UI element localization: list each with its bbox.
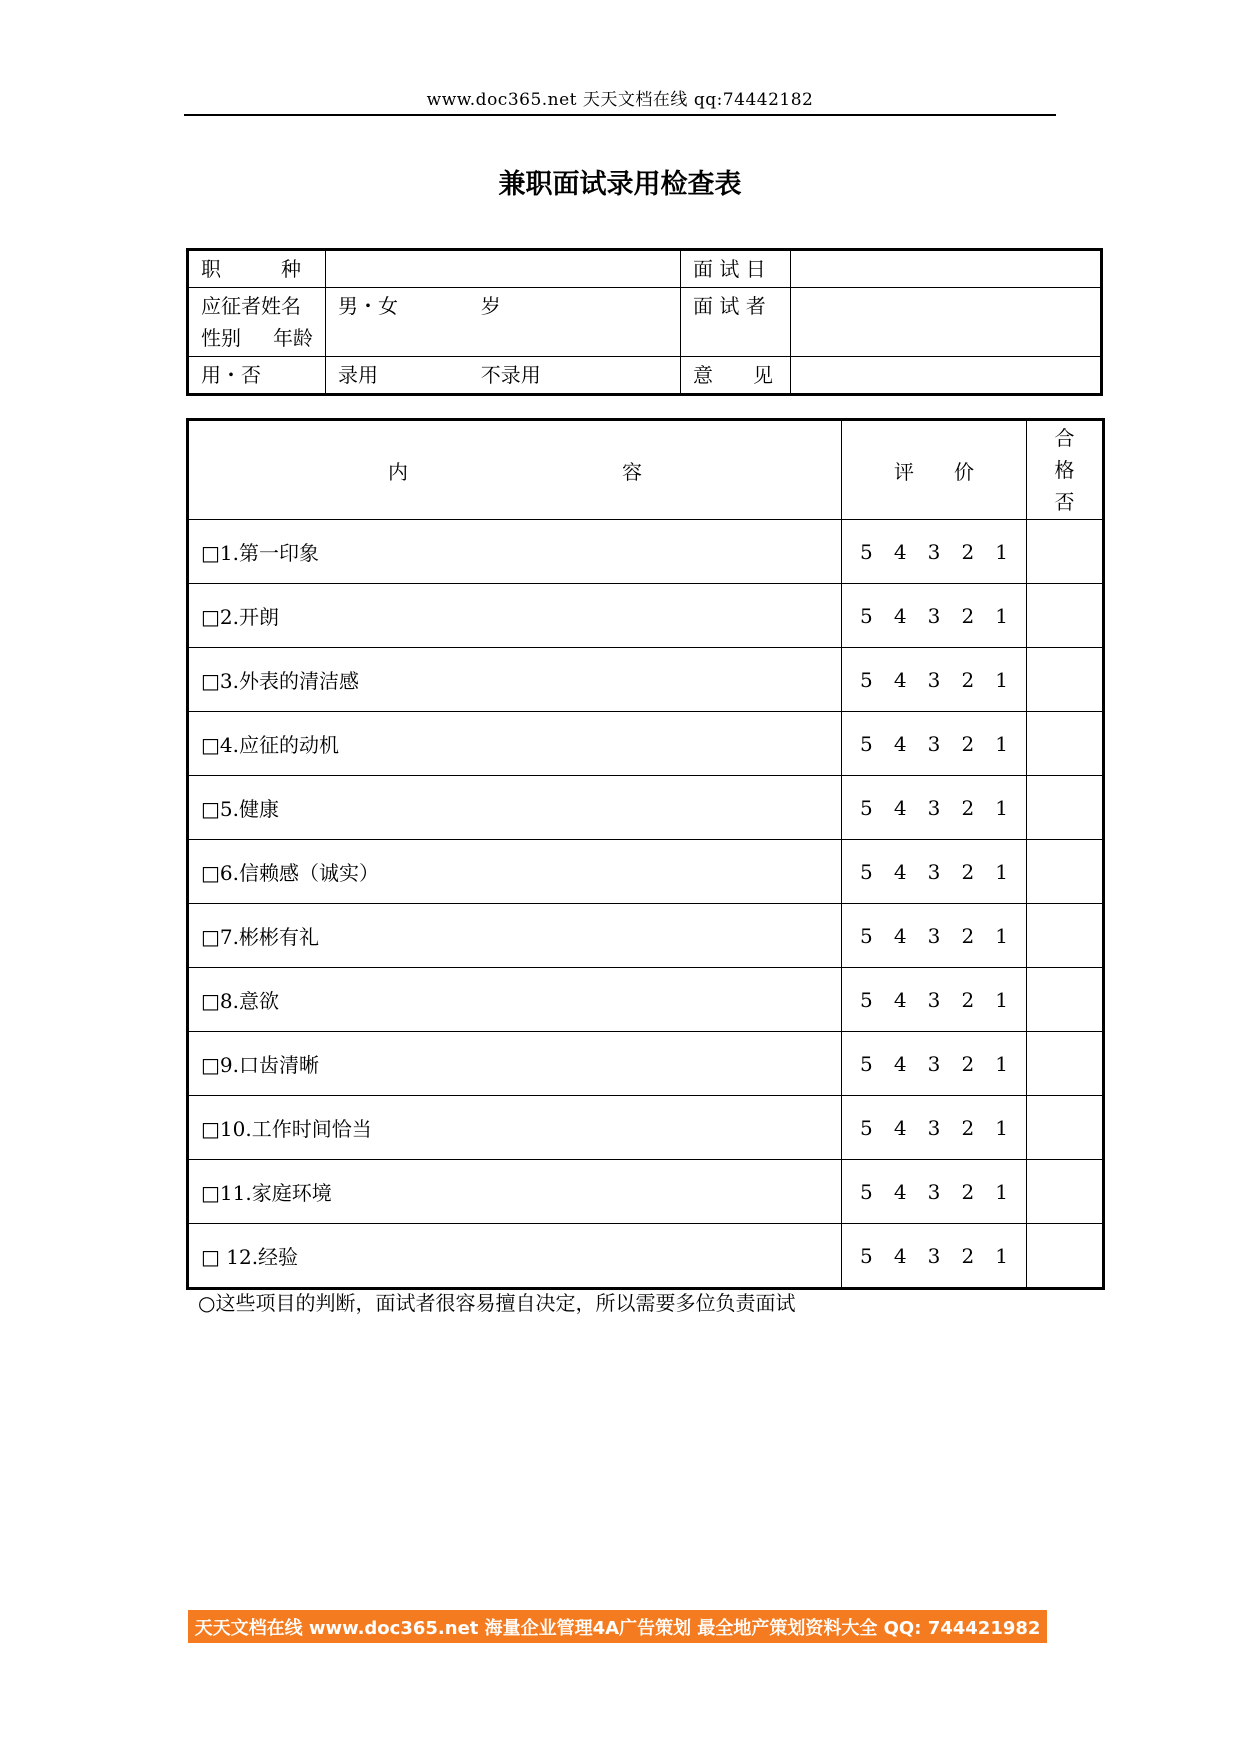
score-option[interactable]: 1 — [995, 923, 1008, 948]
no-hire-option: 不录用 — [480, 363, 541, 387]
evaluation-row — [188, 1096, 1104, 1160]
score-option[interactable]: 4 — [893, 731, 907, 756]
item-label[interactable]: □3.外表的清洁感 — [188, 648, 842, 712]
score-option[interactable]: 3 — [927, 539, 941, 564]
score-option[interactable]: 4 — [893, 923, 907, 948]
score-option[interactable]: 3 — [927, 731, 941, 756]
item-label[interactable]: □5.健康 — [188, 776, 842, 840]
pass-cell[interactable] — [1027, 648, 1104, 712]
score-option[interactable]: 3 — [927, 1115, 941, 1140]
score-option[interactable]: 2 — [961, 731, 975, 756]
score-option[interactable]: 1 — [995, 1179, 1008, 1204]
score-options — [842, 648, 1027, 712]
score-scale — [854, 924, 1014, 948]
pass-cell[interactable] — [1027, 776, 1104, 840]
pass-cell[interactable] — [1027, 584, 1104, 648]
age-unit: 岁 — [480, 294, 501, 318]
job-type-value — [326, 250, 681, 288]
eval-header-a: 评 — [894, 459, 914, 484]
item-label[interactable]: □2.开朗 — [188, 584, 842, 648]
evaluation-row — [188, 776, 1104, 840]
score-options — [842, 1096, 1027, 1160]
score-option[interactable]: 5 — [860, 1051, 873, 1076]
score-option[interactable]: 5 — [860, 603, 873, 628]
score-option[interactable]: 2 — [961, 603, 975, 628]
pass-cell[interactable] — [1027, 1096, 1104, 1160]
evaluation-row — [188, 584, 1104, 648]
score-scale — [854, 732, 1014, 756]
content-header — [188, 420, 842, 520]
score-option[interactable]: 2 — [961, 795, 975, 820]
job-type-label: 职 种 — [188, 250, 326, 288]
score-options — [842, 1032, 1027, 1096]
score-scale — [854, 796, 1014, 820]
pass-header-2: 格 — [1054, 458, 1075, 482]
evaluation-row — [188, 840, 1104, 904]
score-options — [842, 712, 1027, 776]
score-option[interactable]: 5 — [860, 923, 873, 948]
pass-cell[interactable] — [1027, 904, 1104, 968]
item-label[interactable]: □1.第一印象 — [188, 520, 842, 584]
score-option[interactable]: 2 — [961, 667, 975, 692]
score-option[interactable]: 3 — [927, 987, 941, 1012]
score-option[interactable]: 5 — [860, 1115, 873, 1140]
content-header-b: 容 — [622, 459, 642, 484]
footnote: ○这些项目的判断，面试者很容易擅自决定，所以需要多位负责面试 — [198, 1291, 796, 1315]
score-option[interactable]: 2 — [961, 859, 975, 884]
pass-cell[interactable] — [1027, 1160, 1104, 1224]
item-label[interactable]: □6.信赖感（诚实） — [188, 840, 842, 904]
item-label[interactable]: □9.口齿清晰 — [188, 1032, 842, 1096]
site-header: www.doc365.net 天天文档在线 qq:74442182 — [426, 90, 814, 110]
score-option[interactable]: 1 — [995, 987, 1008, 1012]
hire-option: 录用 — [338, 363, 378, 387]
score-options — [842, 840, 1027, 904]
score-option[interactable]: 1 — [995, 1051, 1008, 1076]
score-option[interactable]: 5 — [860, 731, 873, 756]
applicant-info-table — [186, 248, 1103, 396]
eval-header-b: 价 — [954, 459, 974, 484]
item-label[interactable]: □4.应征的动机 — [188, 712, 842, 776]
evaluation-row — [188, 904, 1104, 968]
evaluation-row — [188, 968, 1104, 1032]
score-option[interactable]: 4 — [893, 1243, 907, 1268]
score-option[interactable]: 2 — [961, 539, 975, 564]
score-scale — [854, 604, 1014, 628]
score-option[interactable]: 2 — [961, 987, 975, 1012]
content-header-a: 内 — [388, 459, 408, 484]
score-options — [842, 520, 1027, 584]
score-option[interactable]: 4 — [893, 795, 907, 820]
score-option[interactable]: 2 — [961, 1243, 975, 1268]
score-option[interactable]: 4 — [893, 859, 907, 884]
gender-label: 性别 — [201, 326, 241, 350]
score-option[interactable]: 1 — [995, 795, 1008, 820]
opinion-value — [791, 357, 1102, 395]
gender-age-labels — [201, 322, 313, 354]
score-option[interactable]: 4 — [893, 1051, 907, 1076]
score-scale — [854, 1052, 1014, 1076]
score-option[interactable]: 2 — [961, 1115, 975, 1140]
score-option[interactable]: 4 — [893, 539, 907, 564]
hire-decision-label: 用・否 — [188, 357, 326, 395]
evaluation-row — [188, 1160, 1104, 1224]
score-scale — [854, 1116, 1014, 1140]
score-option[interactable]: 4 — [893, 667, 907, 692]
applicant-value-cell — [326, 288, 681, 357]
score-option[interactable]: 3 — [927, 859, 941, 884]
score-option[interactable]: 4 — [893, 1179, 907, 1204]
score-option[interactable]: 1 — [995, 667, 1008, 692]
footer-banner[interactable]: 天天文档在线 www.doc365.net 海量企业管理4A广告策划 最全地产策划资料大全 QQ: 744421982 — [188, 1610, 1047, 1643]
score-options — [842, 968, 1027, 1032]
score-option[interactable]: 5 — [860, 1179, 873, 1204]
score-option[interactable]: 5 — [860, 1243, 873, 1268]
pass-cell[interactable] — [1027, 968, 1104, 1032]
score-scale — [854, 860, 1014, 884]
evaluation-row — [188, 712, 1104, 776]
score-option[interactable]: 3 — [927, 603, 941, 628]
score-options — [842, 584, 1027, 648]
score-option[interactable]: 4 — [893, 987, 907, 1012]
item-label[interactable]: □ 12.经验 — [188, 1224, 842, 1289]
score-option[interactable]: 3 — [927, 1243, 941, 1268]
score-options — [842, 904, 1027, 968]
gender-options: 男・女 — [338, 294, 398, 318]
score-scale — [854, 540, 1014, 564]
document-title: 兼职面试录用检查表 — [498, 169, 742, 200]
score-options — [842, 776, 1027, 840]
score-option[interactable]: 4 — [893, 603, 907, 628]
score-option[interactable]: 3 — [927, 795, 941, 820]
score-option[interactable]: 2 — [961, 1051, 975, 1076]
pass-header-3: 否 — [1054, 490, 1075, 514]
score-option[interactable]: 4 — [893, 1115, 907, 1140]
score-option[interactable]: 3 — [927, 1051, 941, 1076]
pass-cell[interactable] — [1027, 1224, 1104, 1289]
interviewer-label: 面 试 者 — [681, 288, 791, 357]
item-label[interactable]: □10.工作时间恰当 — [188, 1096, 842, 1160]
score-option[interactable]: 5 — [860, 667, 873, 692]
pass-cell[interactable] — [1027, 840, 1104, 904]
pass-cell[interactable] — [1027, 712, 1104, 776]
pass-header-1: 合 — [1054, 426, 1075, 450]
score-scale — [854, 668, 1014, 692]
opinion-label: 意 见 — [681, 357, 791, 395]
evaluation-table — [186, 418, 1105, 1290]
score-option[interactable]: 1 — [995, 731, 1008, 756]
item-label[interactable]: □11.家庭环境 — [188, 1160, 842, 1224]
item-label[interactable]: □8.意欲 — [188, 968, 842, 1032]
item-label[interactable]: □7.彬彬有礼 — [188, 904, 842, 968]
applicant-label-cell — [188, 288, 326, 357]
score-option[interactable]: 3 — [927, 1179, 941, 1204]
score-option[interactable]: 3 — [927, 667, 941, 692]
pass-cell[interactable] — [1027, 520, 1104, 584]
applicant-name-label: 应征者姓名 — [201, 294, 301, 318]
evaluation-row — [188, 520, 1104, 584]
interview-date-value — [791, 250, 1102, 288]
evaluation-header — [842, 420, 1027, 520]
score-option[interactable]: 5 — [860, 859, 873, 884]
score-option[interactable]: 5 — [860, 987, 873, 1012]
interview-date-label: 面 试 日 — [681, 250, 791, 288]
age-label: 年龄 — [273, 326, 313, 350]
score-option[interactable]: 1 — [995, 603, 1008, 628]
score-options — [842, 1160, 1027, 1224]
evaluation-row — [188, 1224, 1104, 1289]
pass-header — [1027, 420, 1104, 520]
score-option[interactable]: 1 — [995, 1243, 1008, 1268]
score-option[interactable]: 3 — [927, 923, 941, 948]
evaluation-header-row — [188, 420, 1104, 520]
score-options — [842, 1224, 1027, 1289]
score-scale — [854, 988, 1014, 1012]
header-divider — [184, 114, 1056, 116]
score-scale — [854, 1244, 1014, 1268]
score-option[interactable]: 2 — [961, 1179, 975, 1204]
evaluation-row — [188, 1032, 1104, 1096]
score-option[interactable]: 5 — [860, 539, 873, 564]
score-option[interactable]: 2 — [961, 923, 975, 948]
score-option[interactable]: 5 — [860, 795, 873, 820]
score-option[interactable]: 1 — [995, 859, 1008, 884]
score-scale — [854, 1180, 1014, 1204]
pass-cell[interactable] — [1027, 1032, 1104, 1096]
hire-decision-options — [326, 357, 681, 395]
interviewer-value — [791, 288, 1102, 357]
score-option[interactable]: 1 — [995, 1115, 1008, 1140]
evaluation-row — [188, 648, 1104, 712]
score-option[interactable]: 1 — [995, 539, 1008, 564]
